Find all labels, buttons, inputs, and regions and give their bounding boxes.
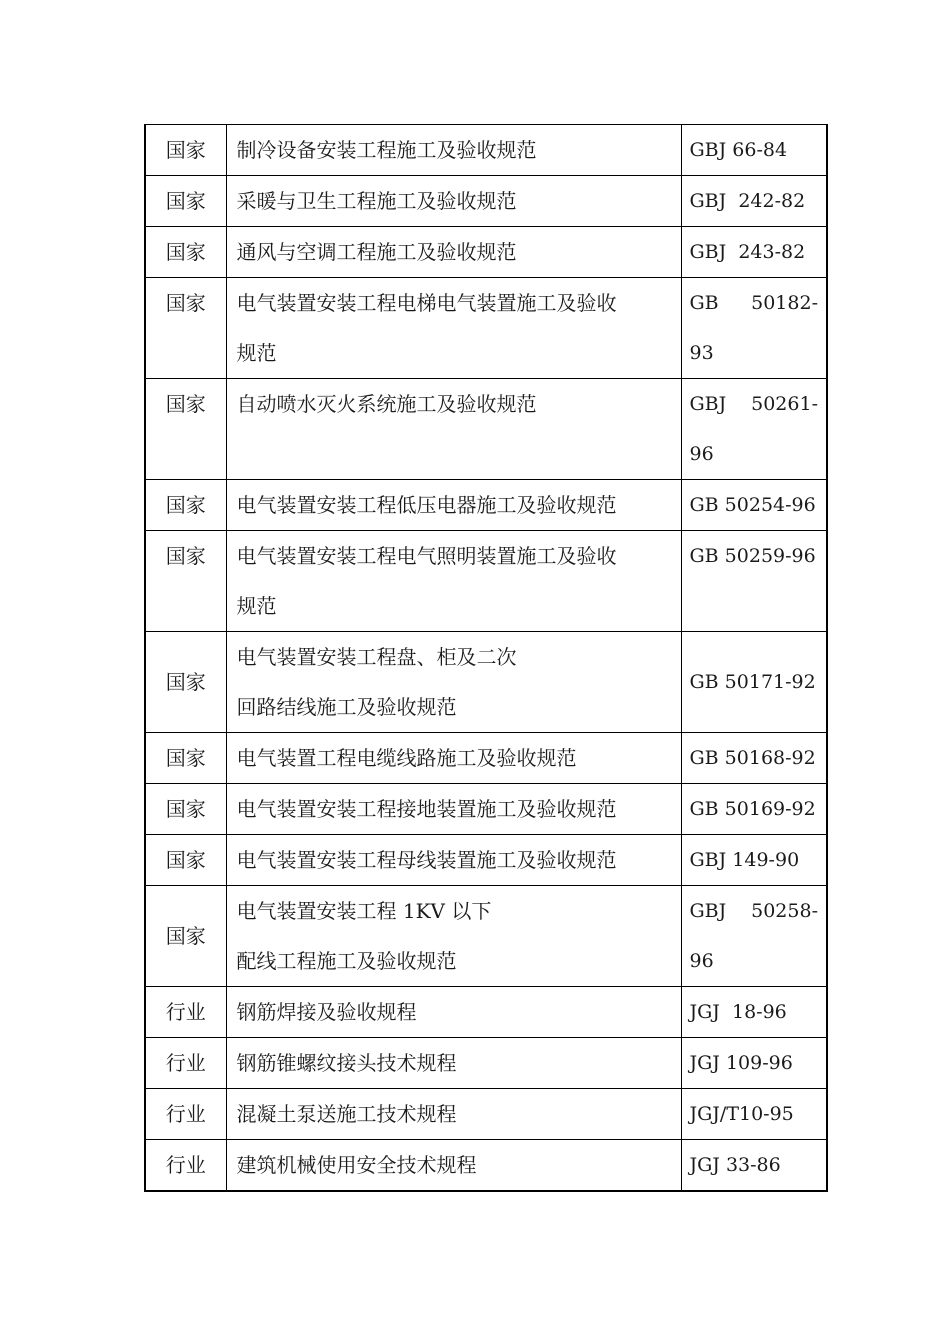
- table-row: [145, 835, 827, 886]
- standard-name: 钢筋焊接及验收规程: [226, 987, 681, 1038]
- standard-level: 国家: [145, 632, 226, 733]
- standard-name: 通风与空调工程施工及验收规范: [226, 227, 681, 278]
- standard-code: JGJ/T10-95: [681, 1089, 827, 1140]
- standard-code: JGJ 109-96: [681, 1038, 827, 1089]
- table-row: [145, 176, 827, 227]
- standard-code: GB 50259-96: [681, 531, 827, 632]
- standard-name: 电气装置安装工程母线装置施工及验收规范: [226, 835, 681, 886]
- standard-code: GB 50254-96: [681, 480, 827, 531]
- standard-code: GBJ 242-82: [681, 176, 827, 227]
- table-row: [145, 125, 827, 176]
- standard-name: 电气装置安装工程接地装置施工及验收规范: [226, 784, 681, 835]
- standards-table: [144, 124, 828, 1192]
- standard-level: 国家: [145, 784, 226, 835]
- standard-code: GBJ 66-84: [681, 125, 827, 176]
- standard-level: 行业: [145, 987, 226, 1038]
- standard-level: 国家: [145, 125, 226, 176]
- standard-code: GBJ 50258- 96: [681, 886, 827, 987]
- standard-name: 采暖与卫生工程施工及验收规范: [226, 176, 681, 227]
- standard-level: 国家: [145, 227, 226, 278]
- standard-name: 电气装置安装工程电气照明装置施工及验收 规范: [226, 531, 681, 632]
- standard-code: GB 50169-92: [681, 784, 827, 835]
- standard-level: 国家: [145, 379, 226, 480]
- table-row: [145, 379, 827, 480]
- table-row: [145, 886, 827, 987]
- standard-level: 国家: [145, 480, 226, 531]
- table-row: [145, 987, 827, 1038]
- standard-name: 电气装置安装工程低压电器施工及验收规范: [226, 480, 681, 531]
- standard-name: 制冷设备安装工程施工及验收规范: [226, 125, 681, 176]
- table-row: [145, 1140, 827, 1192]
- table-row: [145, 632, 827, 733]
- table-row: [145, 278, 827, 379]
- standard-code: JGJ 18-96: [681, 987, 827, 1038]
- standard-name: 电气装置安装工程电梯电气装置施工及验收 规范: [226, 278, 681, 379]
- table-row: [145, 227, 827, 278]
- standard-level: 国家: [145, 531, 226, 632]
- standard-level: 国家: [145, 733, 226, 784]
- standard-code: GBJ 50261- 96: [681, 379, 827, 480]
- standard-level: 行业: [145, 1140, 226, 1192]
- table-row: [145, 531, 827, 632]
- table-row: [145, 1089, 827, 1140]
- standard-level: 国家: [145, 835, 226, 886]
- standard-name: 电气装置安装工程 1KV 以下 配线工程施工及验收规范: [226, 886, 681, 987]
- standard-code: GB 50168-92: [681, 733, 827, 784]
- table-row: [145, 480, 827, 531]
- standard-code: GBJ 149-90: [681, 835, 827, 886]
- standard-name: 混凝土泵送施工技术规程: [226, 1089, 681, 1140]
- table-row: [145, 1038, 827, 1089]
- standard-level: 国家: [145, 886, 226, 987]
- standard-level: 行业: [145, 1038, 226, 1089]
- standard-code: JGJ 33-86: [681, 1140, 827, 1192]
- table-row: [145, 733, 827, 784]
- standard-name: 钢筋锥螺纹接头技术规程: [226, 1038, 681, 1089]
- standard-level: 行业: [145, 1089, 226, 1140]
- standard-name: 建筑机械使用安全技术规程: [226, 1140, 681, 1192]
- table-row: [145, 784, 827, 835]
- standard-code: GB 50182- 93: [681, 278, 827, 379]
- standard-level: 国家: [145, 176, 226, 227]
- standard-code: GBJ 243-82: [681, 227, 827, 278]
- standard-name: 电气装置安装工程盘、柜及二次 回路结线施工及验收规范: [226, 632, 681, 733]
- standard-name: 电气装置工程电缆线路施工及验收规范: [226, 733, 681, 784]
- standard-name: 自动喷水灭火系统施工及验收规范: [226, 379, 681, 480]
- standard-level: 国家: [145, 278, 226, 379]
- standard-code: GB 50171-92: [681, 632, 827, 733]
